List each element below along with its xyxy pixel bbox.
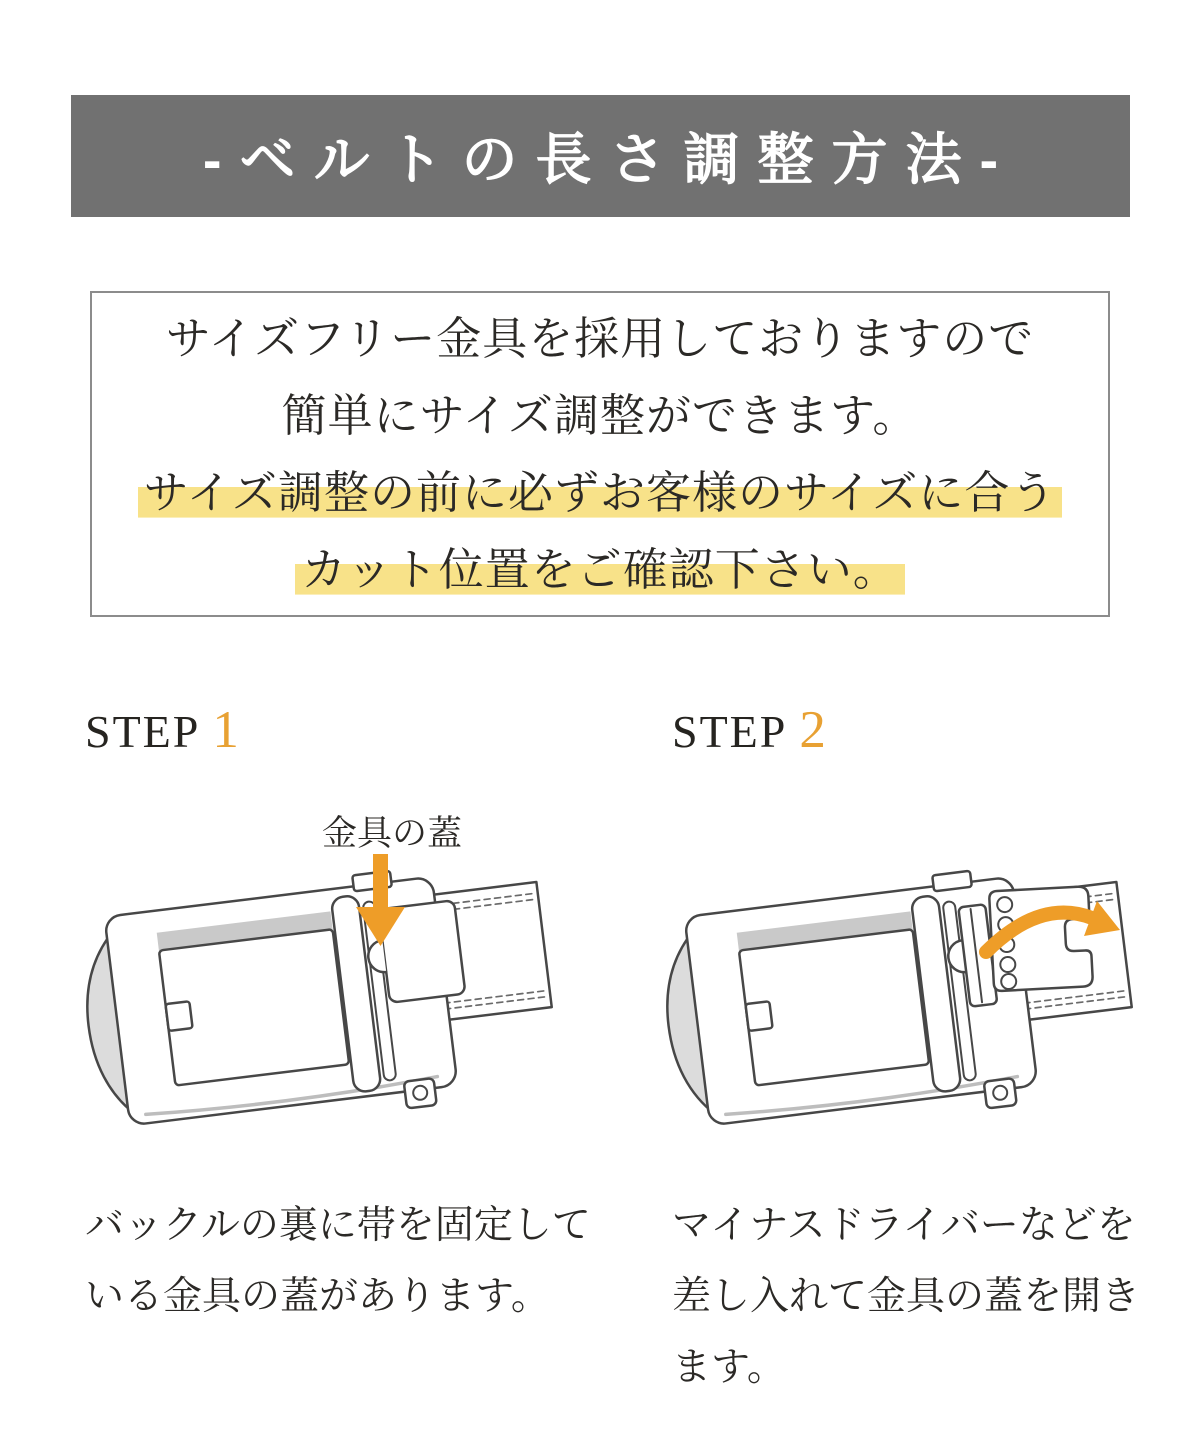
step-1-caption: バックルの裏に帯を固定して いる金具の蓋があります。 <box>85 1204 591 1318</box>
highlighted-text: カット位置をご確認下さい。 <box>295 544 905 595</box>
intro-line-4 <box>295 531 905 608</box>
intro-line-2: 簡単にサイズ調整ができます。 <box>281 390 919 441</box>
belt-buckle-open-illustration <box>650 800 1170 1190</box>
highlighted-text: サイズ調整の前に必ずお客様のサイズに合う <box>138 467 1063 518</box>
step-2-caption: マイナスドライバーなどを 差し入れて金具の蓋を開き ます。 <box>672 1204 1141 1389</box>
screw <box>992 1085 1008 1101</box>
step-2-word: STEP <box>672 706 788 757</box>
step-2-number: 2 <box>799 701 828 759</box>
window-tab <box>165 1001 192 1031</box>
screw <box>412 1085 428 1101</box>
intro-line-3 <box>138 454 1063 531</box>
step-1-word: STEP <box>85 706 201 757</box>
page-title-banner <box>71 95 1130 217</box>
step-1-heading <box>85 701 241 759</box>
step-1-number: 1 <box>212 701 241 759</box>
buckle-lid-label: 金具の蓋 <box>321 814 462 853</box>
belt-buckle-closed-illustration <box>70 800 590 1190</box>
step-1-figure <box>70 800 590 1190</box>
step-2-heading <box>672 701 828 759</box>
intro-box <box>90 291 1110 617</box>
page-title: -ベルトの長さ調整方法- <box>202 128 1017 191</box>
top-tab <box>932 871 972 892</box>
intro-line-1: サイズフリー金具を採用しておりますので <box>165 313 1035 364</box>
step-2-figure <box>650 800 1170 1190</box>
window-tab <box>745 1001 772 1031</box>
